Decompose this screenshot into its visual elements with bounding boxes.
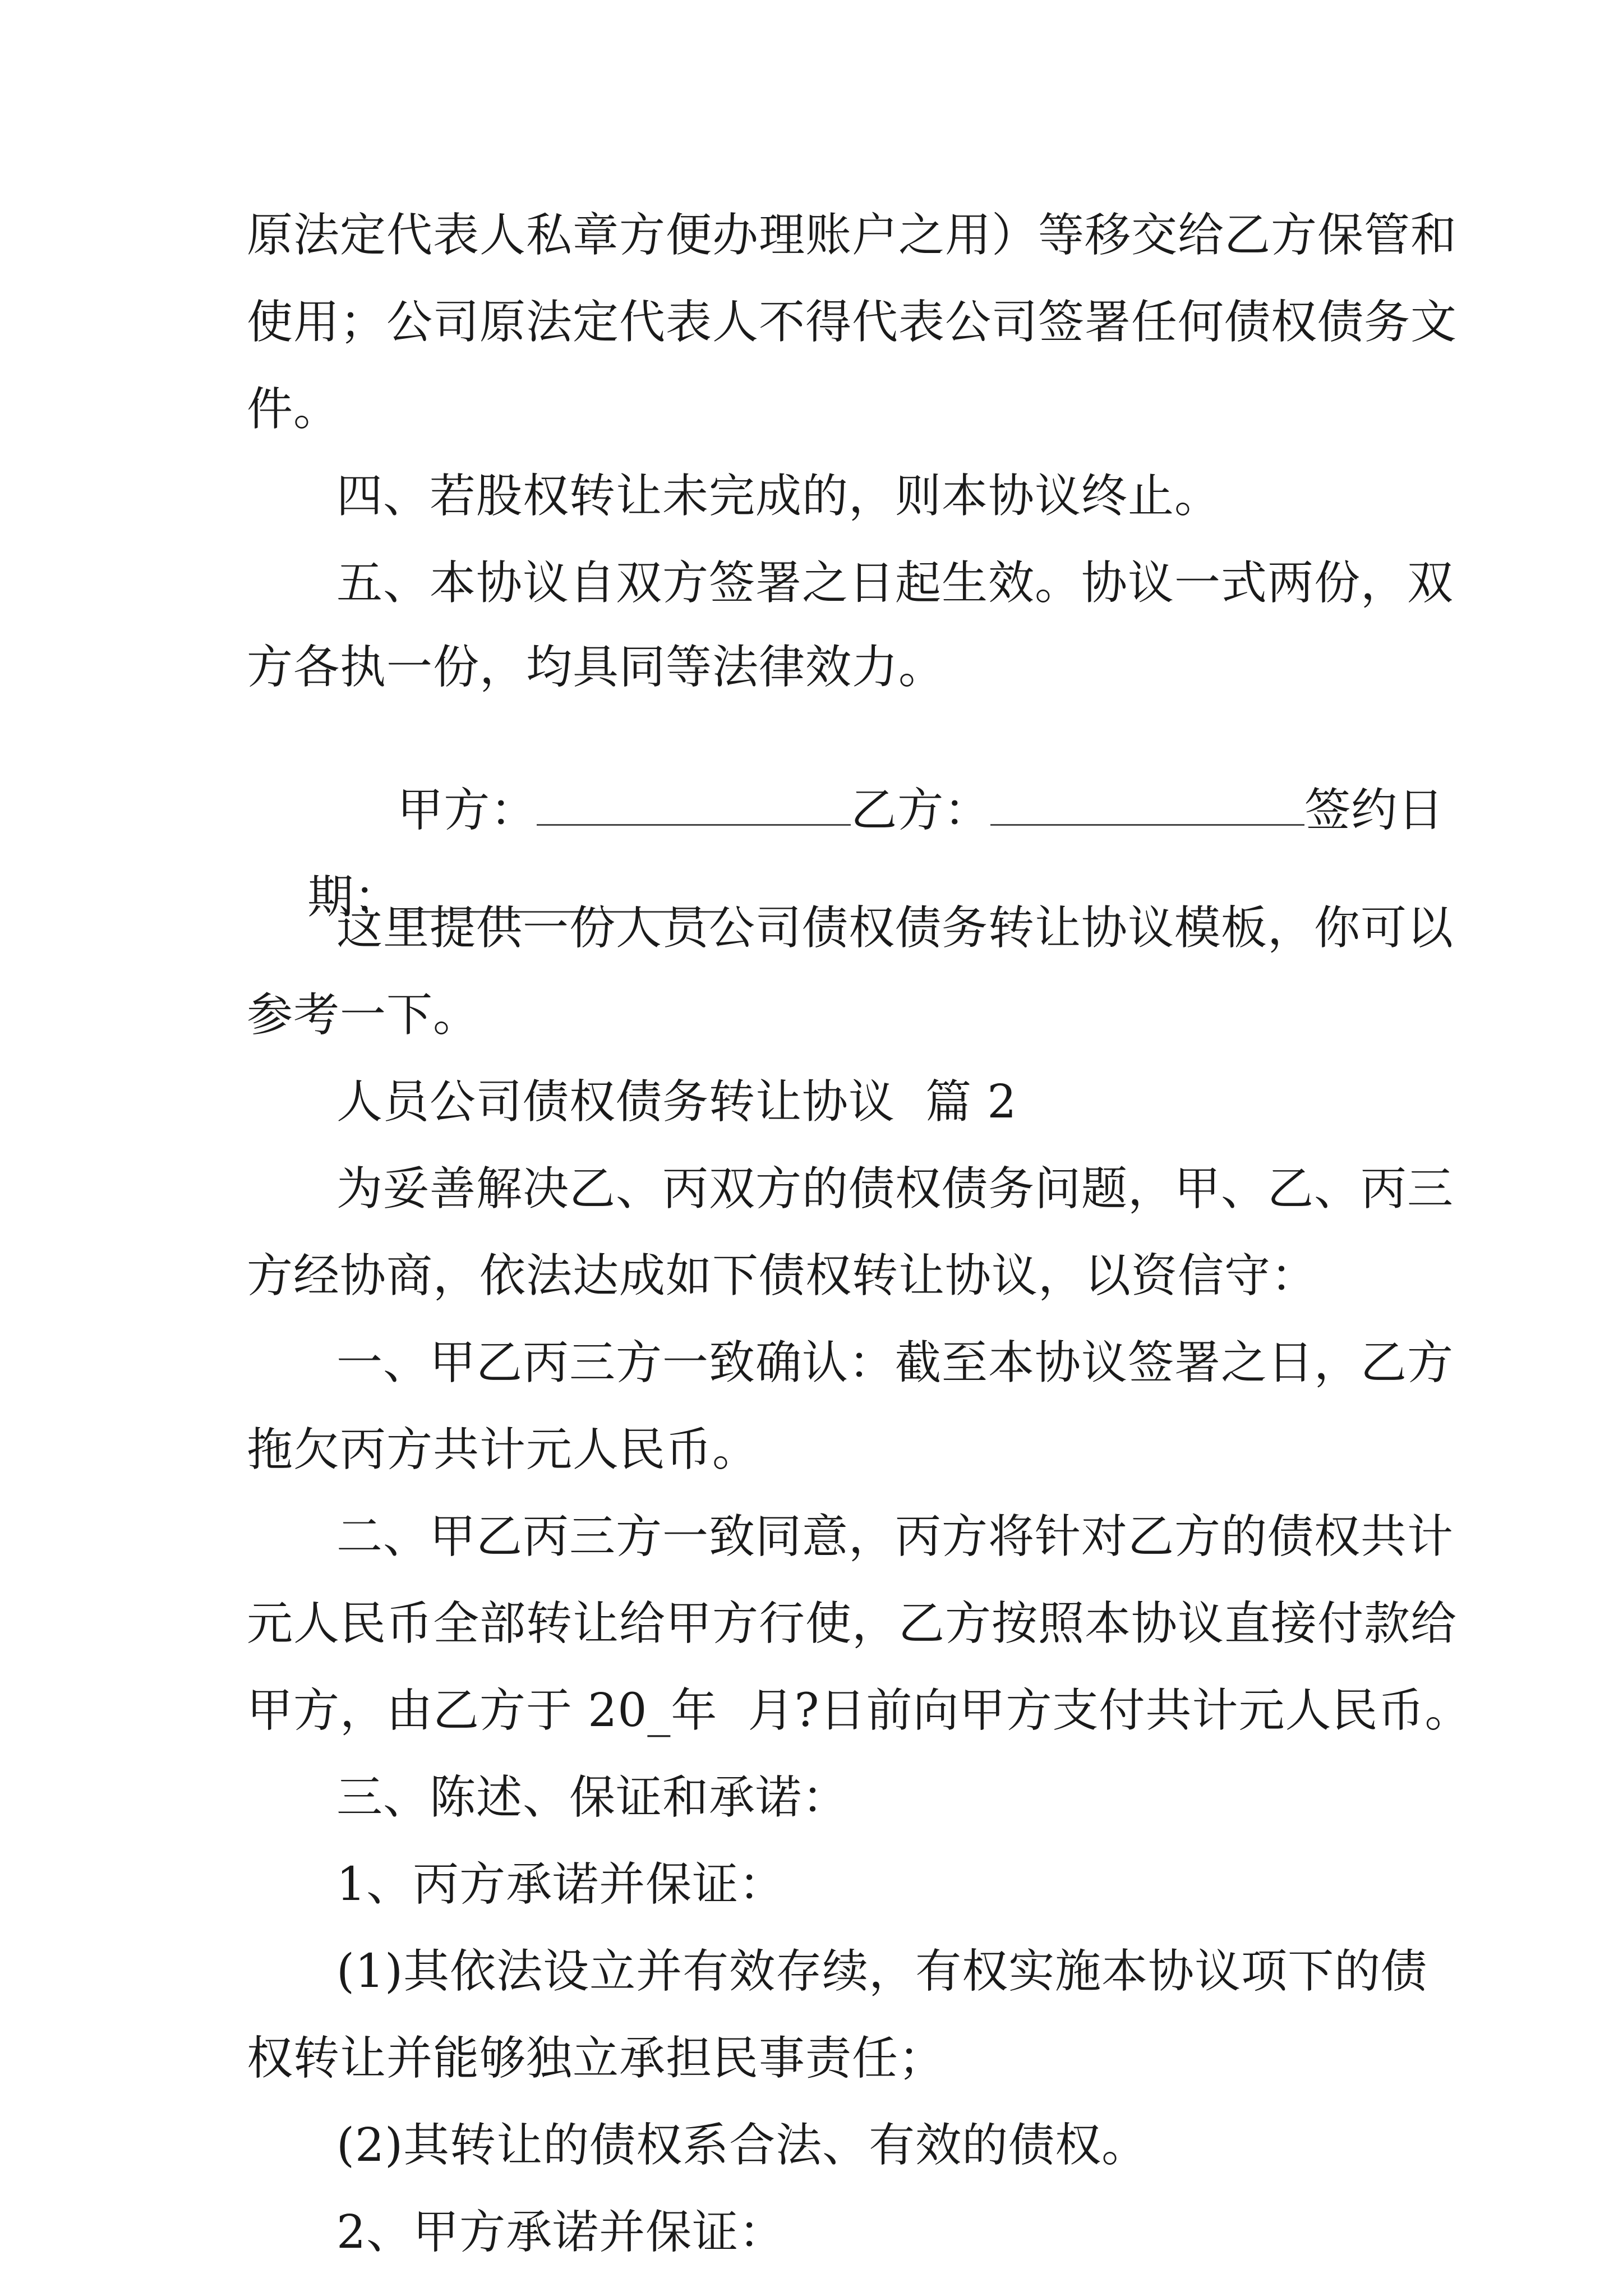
date-label-continued: 期：	[307, 871, 401, 924]
paragraph-line: 方各执一份，均具同等法律效力。	[247, 641, 946, 694]
party-a-label: 甲方：	[397, 784, 537, 837]
paragraph-line: 方经协商，依法达成如下债权转让协议，以资信守：	[247, 1249, 1318, 1303]
paragraph-line: (2)其转让的债权系合法、有效的债权。	[336, 2119, 1149, 2172]
date-label: 签约日	[1304, 784, 1445, 837]
paragraph-line: 件。	[247, 383, 340, 436]
paragraph-line: 权转让并能够独立承担民事责任；	[247, 2032, 946, 2085]
paragraph-line: 为妥善解决乙、丙双方的债权债务问题，甲、乙、丙三	[336, 1162, 1454, 1216]
paragraph-line: 1、丙方承诺并保证：	[336, 1858, 786, 1911]
paragraph-line: 使用；公司原法定代表人不得代表公司签署任何债权债务文	[247, 296, 1458, 349]
paragraph-line: 五、本协议自双方签署之日起生效。协议一式两份，双	[336, 556, 1454, 610]
party-b-label: 乙方：	[851, 784, 991, 837]
paragraph-line: 2、甲方承诺并保证：	[336, 2206, 786, 2259]
paragraph-line: 这里提供一份人员公司债权债务转让协议模板，你可以	[336, 901, 1454, 955]
paragraph-line: 参考一下。	[247, 988, 480, 1042]
signature-date-line	[247, 813, 726, 982]
paragraph-line: 甲方，由乙方于 20_年 月?日前向甲方支付共计元人民币。	[247, 1684, 1472, 1737]
paragraph-line: 原法定代表人私章方便办理账户之用）等移交给乙方保管和	[247, 209, 1458, 262]
paragraph-line: 二、甲乙丙三方一致同意，丙方将针对乙方的债权共计	[336, 1510, 1454, 1563]
paragraph-line: 一、甲乙丙三方一致确认：截至本协议签署之日，乙方	[336, 1336, 1454, 1389]
paragraph-line: 四、若股权转让未完成的，则本协议终止。	[336, 470, 1221, 523]
party-b-blank	[990, 785, 1304, 826]
paragraph-line: (1)其依法设立并有效存续，有权实施本协议项下的债	[336, 1945, 1428, 1998]
paragraph-line: 元人民币全部转让给甲方行使，乙方按照本协议直接付款给	[247, 1597, 1458, 1650]
section-heading: 人员公司债权债务转让协议 篇 2	[336, 1075, 1017, 1129]
paragraph-line: 三、陈述、保证和承诺：	[336, 1771, 849, 1824]
paragraph-line: 拖欠丙方共计元人民币。	[247, 1423, 759, 1476]
